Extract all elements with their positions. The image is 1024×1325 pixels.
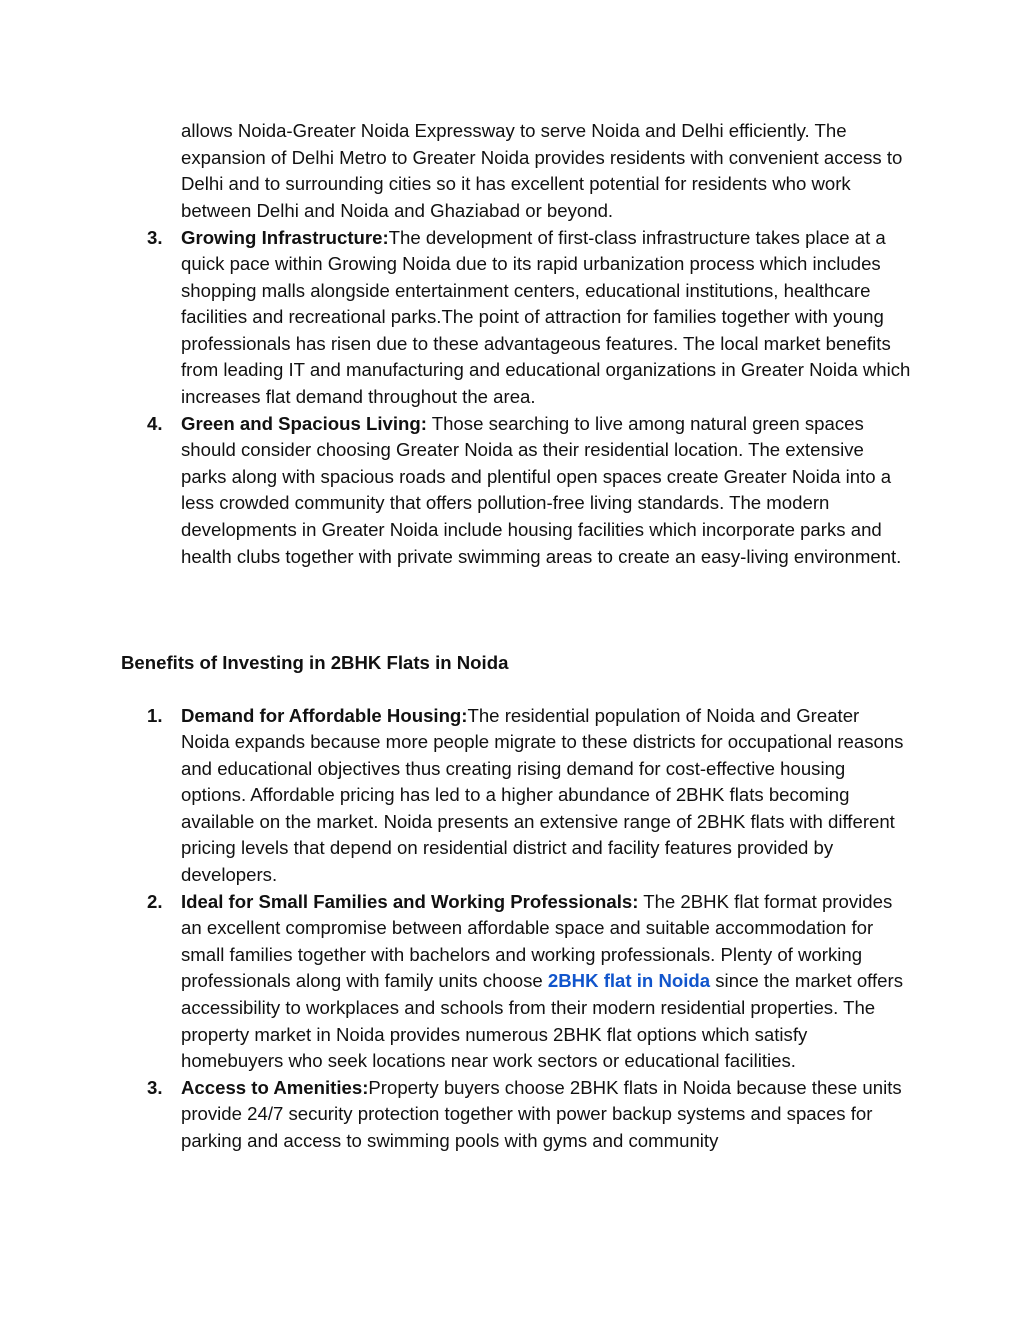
list-item-title: Ideal for Small Families and Working Professionals: (181, 890, 639, 912)
list-item-growing-infrastructure (147, 225, 911, 411)
2bhk-flat-noida-link[interactable]: 2BHK flat in Noida (547, 970, 711, 992)
list-item-title: Green and Spacious Living: (181, 412, 427, 434)
benefits-location-list (147, 225, 911, 571)
list-item-title: Demand for Affordable Housing: (181, 704, 468, 726)
list-item-affordable-housing (147, 703, 911, 889)
list-item-text: Property buyers choose 2BHK flats in Noida because these units provide 24/7 security protection together with power backup systems and spaces for parking and access to swimming pools with gyms and community (181, 1076, 902, 1151)
list-item-number: 4. (147, 412, 163, 434)
list-item-title: Access to Amenities: (181, 1076, 369, 1098)
list-item-text: since the market offers accessibility to workplaces and schools from their modern residential properties. The property market in Noida provides numerous 2BHK flat options which satisfy homebuyers who seek locations near work sectors or educational facilities. (181, 970, 904, 1072)
section-heading: Benefits of Investing in 2BHK Flats in Noida (121, 651, 509, 673)
list-item-text: The 2BHK flat format provides an excellent compromise between affordable space and suitable accommodation for small families together with bachelors and working professionals. Plenty of working professionals along with family units choose (181, 890, 893, 992)
list-item-number: 3. (147, 1076, 163, 1098)
list-item-green-spacious-living (147, 411, 911, 571)
list-item-text: The development of first-class infrastructure takes place at a quick pace within Growing Noida due to its rapid urbanization process which includes shopping malls alongside entertainment centers, educational institutions, healthcare facilities and recreational parks.The point of attraction for families together with young professionals has risen due to these advantageous features. The local market benefits from leading IT and manufacturing and educational organizations in Greater Noida which increases flat demand throughout the area. (181, 226, 911, 408)
intro-continuation-paragraph: allows Noida-Greater Noida Expressway to serve Noida and Delhi efficiently. The expansion of Delhi Metro to Greater Noida provides residents with convenient access to Delhi and to surrounding cities so it has excellent potential for residents who work between Delhi and Noida and Ghaziabad or beyond. (181, 120, 903, 221)
list-item-number: 1. (147, 704, 163, 726)
list-item-text: Those searching to live among natural green spaces should consider choosing Greater Noida as their residential location. The extensive parks along with spacious roads and plentiful open spaces create Greater Noida into a less crowded community that offers pollution-free living standards. The modern developments in Greater Noida include housing facilities which incorporate parks and health clubs together with private swimming areas to create an easy-living environment. (181, 412, 902, 567)
list-item-number: 3. (147, 226, 163, 248)
list-item-text: The residential population of Noida and Greater Noida expands because more people migrate to these districts for occupational reasons and educational objectives thus creating rising demand for cost-effective housing options. Affordable pricing has led to a higher abundance of 2BHK flats becoming available on the market. Noida presents an extensive range of 2BHK flats with different pricing levels that depend on residential district and facility features provided by developers. (181, 704, 904, 886)
list-item-title: Growing Infrastructure: (181, 226, 389, 248)
list-item-amenities (147, 1075, 911, 1155)
benefits-investing-list (147, 703, 911, 1155)
list-item-small-families (147, 889, 911, 1075)
list-item-number: 2. (147, 890, 163, 912)
